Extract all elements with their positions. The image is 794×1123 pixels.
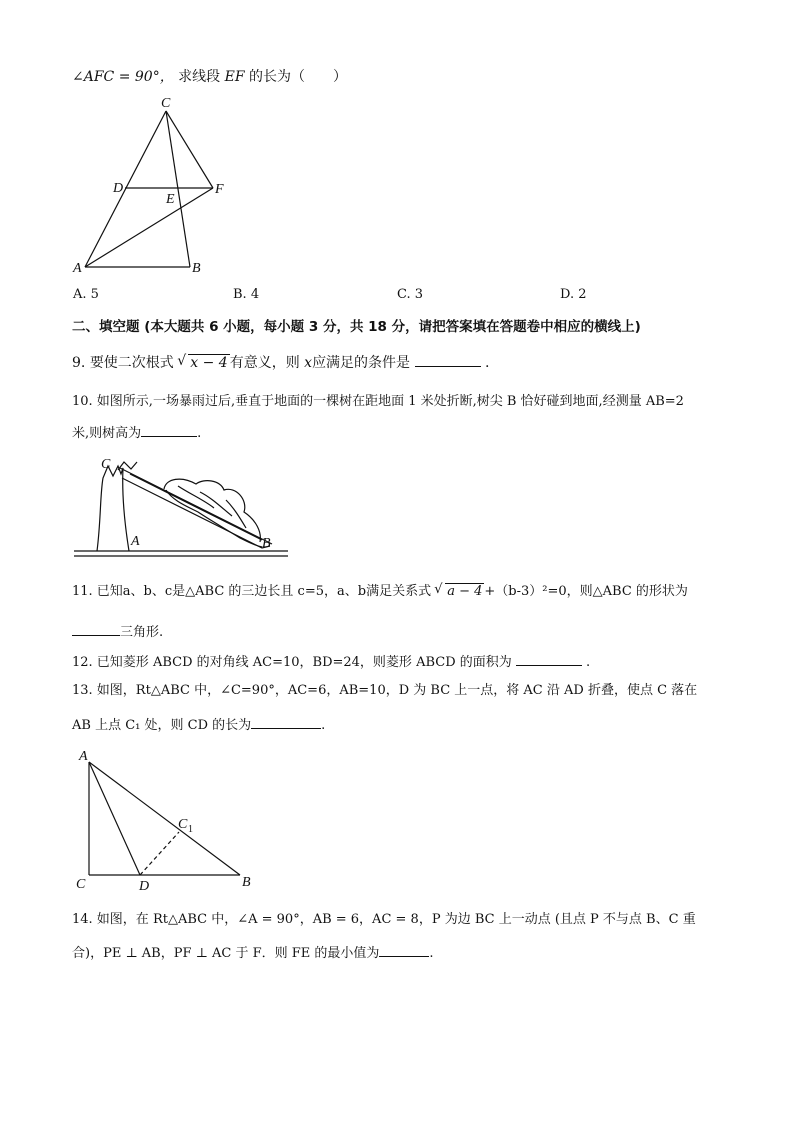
q9-num: 9. (72, 355, 86, 371)
q8-option-a: A. 5 (73, 287, 99, 302)
fig8-label-e: E (166, 192, 175, 207)
q9-post: 应满足的条件是 (312, 355, 411, 371)
q12-text: 12. 已知菱形 ABCD 的对角线 AC=10，BD=24，则菱形 ABCD 的面积为 (72, 655, 512, 670)
q14-line2-pre: 合)，PE ⊥ AB，PF ⊥ AC 于 F．则 FE 的最小值为 (72, 946, 380, 961)
q9-var: x (304, 355, 313, 371)
q14-line1: 14. 如图，在 Rt△ABC 中，∠A = 90°，AB = 6，AC = 8，P 为边 BC 上一动点 (且点 P 不与点 B、C 重 (72, 912, 696, 927)
fig8-label-d: D (113, 181, 124, 196)
q8-seg: EF (224, 69, 245, 85)
q8-text2: 的长为（ ） (249, 69, 348, 85)
q8-angle: ∠AFC = 90°， (72, 69, 174, 85)
fig10-label-b: B (262, 536, 271, 551)
fig13-label-d: D (139, 879, 150, 894)
q13-line1: 13. 如图，Rt△ABC 中，∠C=90°，AC=6，AB=10，D 为 BC 上一点，将 AC 沿 AD 折叠，使点 C 落在 (72, 683, 698, 698)
fig10-label-c: C (101, 457, 111, 472)
q14-answer-blank[interactable] (379, 942, 429, 957)
q11-radicand: a − 4 (447, 584, 483, 599)
q13-line2-end: . (321, 718, 326, 733)
q12-end: . (586, 655, 591, 670)
q8-option-b: B. 4 (233, 287, 260, 302)
q9-end: . (484, 355, 490, 371)
q10-line1: 10. 如图所示,一场暴雨过后,垂直于地面的一棵树在距地面 1 米处折断,树尖 B 恰好碰到地面,经测量 AB=2 (72, 394, 684, 409)
fig13-label-c1: C (178, 817, 188, 832)
q11-pre: 11. 已知a、b、c是△ABC 的三边长且 c=5，a、b满足关系式 (72, 584, 432, 599)
fig8-label-f: F (215, 182, 224, 197)
fig8-label-c: C (161, 96, 171, 111)
q13-line2-pre: AB 上点 C₁ 处，则 CD 的长为 (72, 718, 252, 733)
fig8-label-a: A (73, 261, 82, 276)
fig13-label-b: B (242, 875, 251, 890)
q9-radicand: x − 4 (190, 355, 228, 371)
q11-line2-text: 三角形. (120, 625, 164, 640)
fig13-label-c: C (76, 877, 86, 892)
section-heading: 二、填空题 (本大题共 6 小题，每小题 3 分，共 18 分，请把答案填在答题卷中相应的横线上) (72, 319, 641, 335)
q10-line2-pre: 米,则树高为 (72, 426, 142, 441)
figure-q13-lines (89, 762, 240, 875)
q14-line2-end: . (429, 946, 434, 961)
fig13-label-a: A (79, 749, 88, 764)
q14-line2 (72, 942, 434, 963)
fig10-label-a: A (131, 534, 140, 549)
fig13-label-c1-sub: 1 (188, 824, 193, 835)
q9-mid: 有意义，则 (229, 355, 300, 371)
fig8-label-b: B (192, 261, 201, 276)
q10-line2-end: . (197, 426, 202, 441)
q11-post: +（b-3）²=0，则△ABC 的形状为 (484, 584, 688, 599)
q8-text: 求线段 (178, 69, 221, 85)
q9-pre: 要使二次根式 (89, 355, 174, 371)
q8-option-d: D. 2 (560, 287, 587, 302)
q8-option-c: C. 3 (397, 287, 424, 302)
